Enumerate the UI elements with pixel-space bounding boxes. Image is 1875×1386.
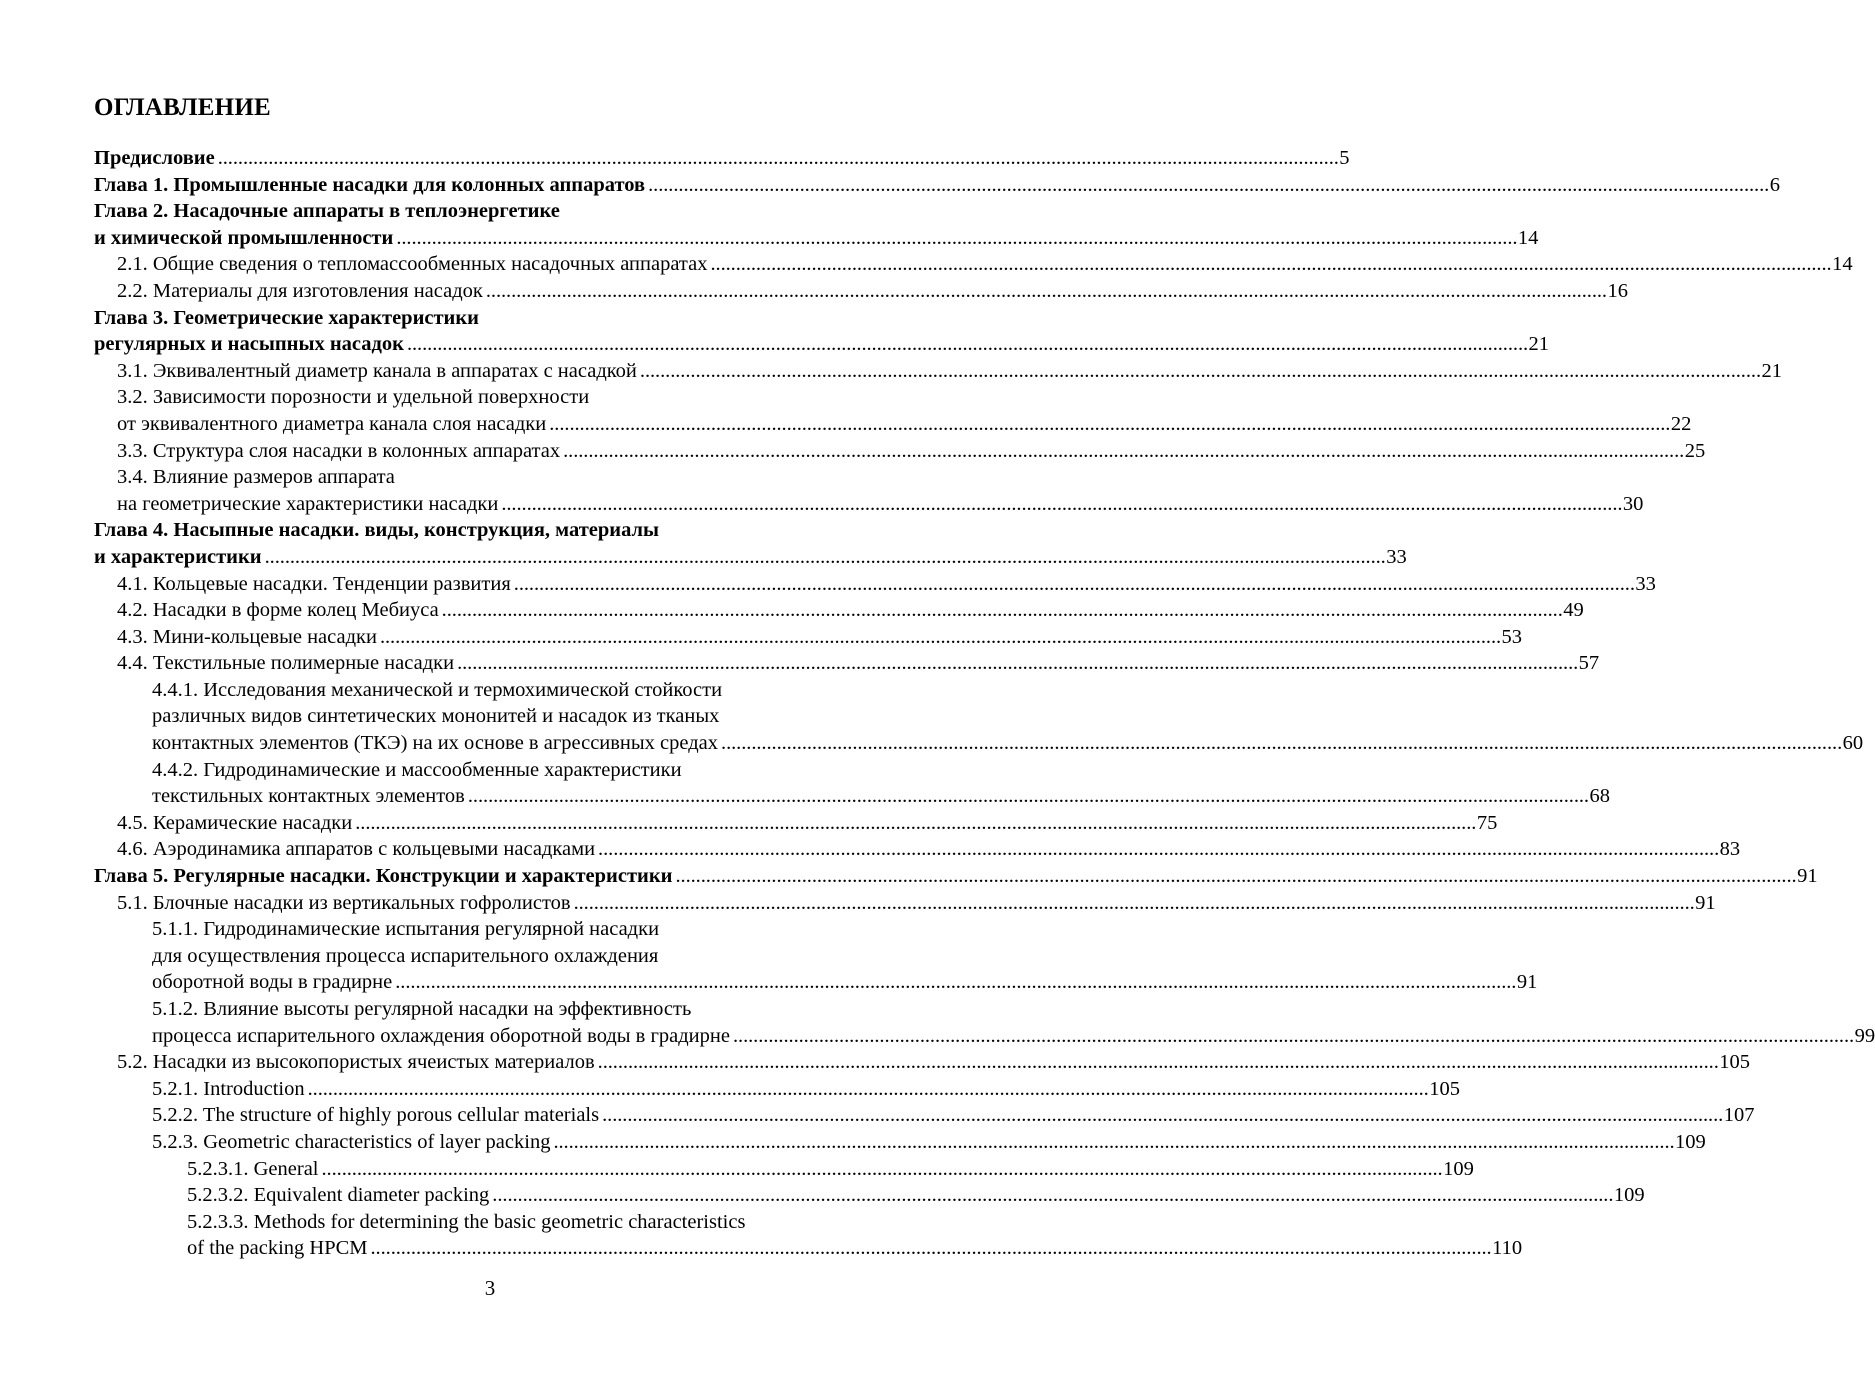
toc-entry-title: Глава 5. Регулярные насадки. Конструкции и характеристики — [94, 865, 673, 888]
dot-leader — [553, 1129, 1672, 1156]
toc-entry-line: Глава 4. Насыпные насадки. виды, конструкция, материалы — [94, 519, 660, 542]
table-of-contents — [94, 145, 1875, 1262]
dot-leader — [721, 730, 1840, 757]
toc-entry-line: 3.4. Влияние размеров аппарата — [117, 466, 395, 489]
toc-entry-title: 4.5. Керамические насадки — [117, 811, 353, 834]
toc-entry-title: 3.3. Структура слоя насадки в колонных аппаратах — [117, 439, 561, 462]
toc-entry-title: 3.1. Эквивалентный диаметр канала в аппаратах с насадкой — [117, 359, 637, 382]
toc-entry[interactable] — [94, 1156, 1474, 1183]
toc-entry[interactable] — [94, 1076, 1460, 1103]
toc-entry-line: Глава 2. Насадочные аппараты в теплоэнергетике — [94, 200, 560, 223]
toc-entry-title: of the packing HPCM — [187, 1237, 368, 1260]
toc-entry-page: 21 — [1528, 333, 1550, 356]
toc-entry-page: 14 — [1517, 226, 1539, 249]
toc-entry-page: 109 — [1613, 1184, 1645, 1207]
dot-leader — [648, 172, 1767, 199]
toc-entry[interactable] — [94, 969, 1538, 996]
toc-entry-title: на геометрические характеристики насадки — [117, 492, 499, 515]
toc-entry-title: от эквивалентного диаметра канала слоя насадки — [117, 412, 547, 435]
toc-entry-title: 4.4. Текстильные полимерные насадки — [117, 652, 455, 675]
toc-entry[interactable] — [94, 1235, 1523, 1262]
toc-entry-title: 5.1. Блочные насадки из вертикальных гофролистов — [117, 891, 571, 914]
toc-entry-title: 4.6. Аэродинамика аппаратов с кольцевыми насадками — [117, 838, 596, 861]
toc-entry[interactable] — [94, 1023, 1875, 1050]
toc-entry-title: 2.2. Материалы для изготовления насадок — [117, 279, 483, 302]
toc-entry-page: 107 — [1723, 1104, 1755, 1127]
toc-entry-page: 105 — [1719, 1051, 1750, 1074]
toc-entry-page: 68 — [1589, 785, 1610, 808]
toc-entry-title: 5.2.3.2. Equivalent diameter packing — [187, 1184, 490, 1207]
toc-entry-title: процесса испарительного охлаждения оборотной воды в градирне — [152, 1024, 730, 1047]
toc-entry[interactable] — [94, 358, 1782, 385]
dot-leader — [640, 358, 1759, 385]
toc-entry-page: 30 — [1622, 492, 1644, 515]
toc-entry-line: 5.1.1. Гидродинамические испытания регулярной насадки — [152, 918, 660, 941]
toc-entry-title: 5.2.3. Geometric characteristics of layer packing — [152, 1130, 551, 1153]
toc-entry-page: 25 — [1684, 439, 1706, 462]
page-number: 3 — [484, 1276, 496, 1300]
toc-entry-title: регулярных и насыпных насадок — [94, 333, 404, 356]
dot-leader — [407, 331, 1526, 358]
dot-leader — [355, 810, 1474, 837]
dot-leader — [598, 836, 1717, 863]
toc-entry[interactable] — [94, 836, 1741, 863]
toc-entry-page: 109 — [1675, 1130, 1706, 1153]
toc-entry-page: 91 — [1695, 891, 1716, 914]
dot-leader — [486, 278, 1605, 305]
dot-leader — [442, 597, 1561, 624]
toc-entry-page: 53 — [1501, 625, 1523, 648]
toc-entry-line: 5.2.3.3. Methods for determining the basic geometric characteristics — [187, 1210, 746, 1233]
toc-entry[interactable] — [94, 650, 1600, 677]
toc-entry[interactable] — [94, 1049, 1750, 1076]
dot-leader — [468, 783, 1587, 810]
toc-entry[interactable] — [94, 145, 1350, 172]
toc-entry[interactable] — [94, 1102, 1755, 1129]
toc-entry[interactable] — [94, 863, 1818, 890]
dot-leader — [395, 969, 1514, 996]
toc-entry-page: 83 — [1719, 838, 1741, 861]
toc-entry-page: 33 — [1386, 545, 1407, 568]
toc-entry-line: 3.2. Зависимости порозности и удельной поверхности — [117, 386, 590, 409]
dot-leader — [265, 544, 1384, 571]
toc-entry-page: 91 — [1797, 865, 1818, 888]
toc-entry-page: 16 — [1607, 279, 1628, 302]
toc-entry[interactable] — [94, 331, 1550, 358]
toc-entry-page: 75 — [1476, 811, 1498, 834]
dot-leader — [574, 890, 1693, 917]
toc-heading: ОГЛАВЛЕНИЕ — [94, 94, 271, 121]
toc-entry[interactable] — [94, 1182, 1645, 1209]
dot-leader — [598, 1049, 1717, 1076]
toc-entry-title: и химической промышленности — [94, 226, 394, 249]
toc-entry-title: Предисловие — [94, 147, 215, 169]
toc-entry[interactable] — [94, 491, 1644, 518]
toc-entry-page: 33 — [1635, 572, 1656, 595]
toc-entry-title: 2.1. Общие сведения о тепломассообменных насадочных аппаратах — [117, 253, 708, 276]
dot-leader — [492, 1182, 1611, 1209]
toc-entry-title: 5.2.1. Introduction — [152, 1077, 305, 1100]
toc-entry-title: 4.3. Мини-кольцевые насадки — [117, 625, 377, 648]
toc-entry-page: 105 — [1429, 1077, 1460, 1100]
toc-entry[interactable] — [94, 783, 1610, 810]
toc-entry-title: 5.2.3.1. General — [187, 1157, 319, 1180]
toc-entry-line: для осуществления процесса испарительного охлаждения — [152, 944, 659, 967]
toc-entry-title: оборотной воды в градирне — [152, 971, 393, 994]
toc-entry-line: различных видов синтетических мононитей и насадок из тканых — [152, 705, 720, 728]
toc-entry[interactable] — [94, 225, 1539, 252]
toc-entry-page: 91 — [1516, 971, 1538, 994]
dot-leader — [501, 491, 1620, 518]
toc-entry-page: 49 — [1563, 599, 1584, 622]
dot-leader — [733, 1023, 1852, 1050]
dot-leader — [218, 145, 1337, 172]
toc-entry-line: 5.1.2. Влияние высоты регулярной насадки на эффективность — [152, 998, 692, 1020]
dot-leader — [322, 1156, 1441, 1183]
toc-entry[interactable] — [94, 730, 1864, 757]
dot-leader — [308, 1076, 1427, 1103]
dot-leader — [675, 863, 1794, 890]
toc-entry[interactable] — [94, 1129, 1706, 1156]
toc-entry-title: текстильных контактных элементов — [152, 785, 465, 808]
toc-entry[interactable] — [94, 624, 1523, 651]
toc-entry-title: Глава 1. Промышленные насадки для колонных аппаратов — [94, 173, 646, 196]
dot-leader — [514, 571, 1633, 598]
toc-entry-page: 14 — [1832, 253, 1853, 276]
toc-entry[interactable] — [94, 571, 1656, 598]
dot-leader — [549, 411, 1668, 438]
toc-entry-page: 6 — [1769, 173, 1780, 196]
toc-entry[interactable] — [94, 411, 1692, 438]
toc-entry-title: контактных элементов (ТКЭ) на их основе в агрессивных средах — [152, 732, 719, 755]
toc-entry-page: 60 — [1842, 732, 1864, 755]
toc-entry[interactable] — [94, 597, 1584, 624]
toc-entry-title: 4.2. Насадки в форме колец Мебиуса — [117, 599, 439, 622]
toc-entry[interactable] — [94, 278, 1628, 305]
toc-entry[interactable] — [94, 544, 1407, 571]
dot-leader — [380, 624, 1499, 651]
toc-entry[interactable] — [94, 251, 1853, 278]
toc-entry[interactable] — [94, 890, 1716, 917]
toc-entry-line: 4.4.2. Гидродинамические и массообменные характеристики — [152, 758, 682, 781]
toc-entry-line: Глава 3. Геометрические характеристики — [94, 306, 479, 329]
toc-entry-page: 21 — [1761, 359, 1782, 382]
toc-entry-page: 5 — [1339, 147, 1350, 169]
toc-entry[interactable] — [94, 438, 1706, 465]
dot-leader — [602, 1102, 1721, 1129]
toc-entry-line: 4.4.1. Исследования механической и термохимической стойкости — [152, 678, 723, 701]
toc-entry-page: 57 — [1578, 652, 1600, 675]
toc-entry-title: 5.2.2. The structure of highly porous cellular materials — [152, 1104, 600, 1127]
dot-leader — [563, 438, 1682, 465]
toc-entry[interactable] — [94, 810, 1498, 837]
toc-entry-page: 109 — [1443, 1157, 1474, 1180]
toc-entry-page: 110 — [1492, 1237, 1523, 1260]
toc-entry-title: и характеристики — [94, 545, 262, 568]
dot-leader — [396, 225, 1515, 252]
dot-leader — [457, 650, 1576, 677]
toc-entry-page: 99 — [1854, 1024, 1875, 1047]
dot-leader — [710, 251, 1829, 278]
toc-entry-title: 4.1. Кольцевые насадки. Тенденции развития — [117, 572, 511, 595]
toc-entry-title: 5.2. Насадки из высокопористых ячеистых материалов — [117, 1051, 595, 1074]
toc-entry-page: 22 — [1670, 412, 1692, 435]
dot-leader — [371, 1235, 1490, 1262]
toc-entry[interactable] — [94, 172, 1780, 199]
